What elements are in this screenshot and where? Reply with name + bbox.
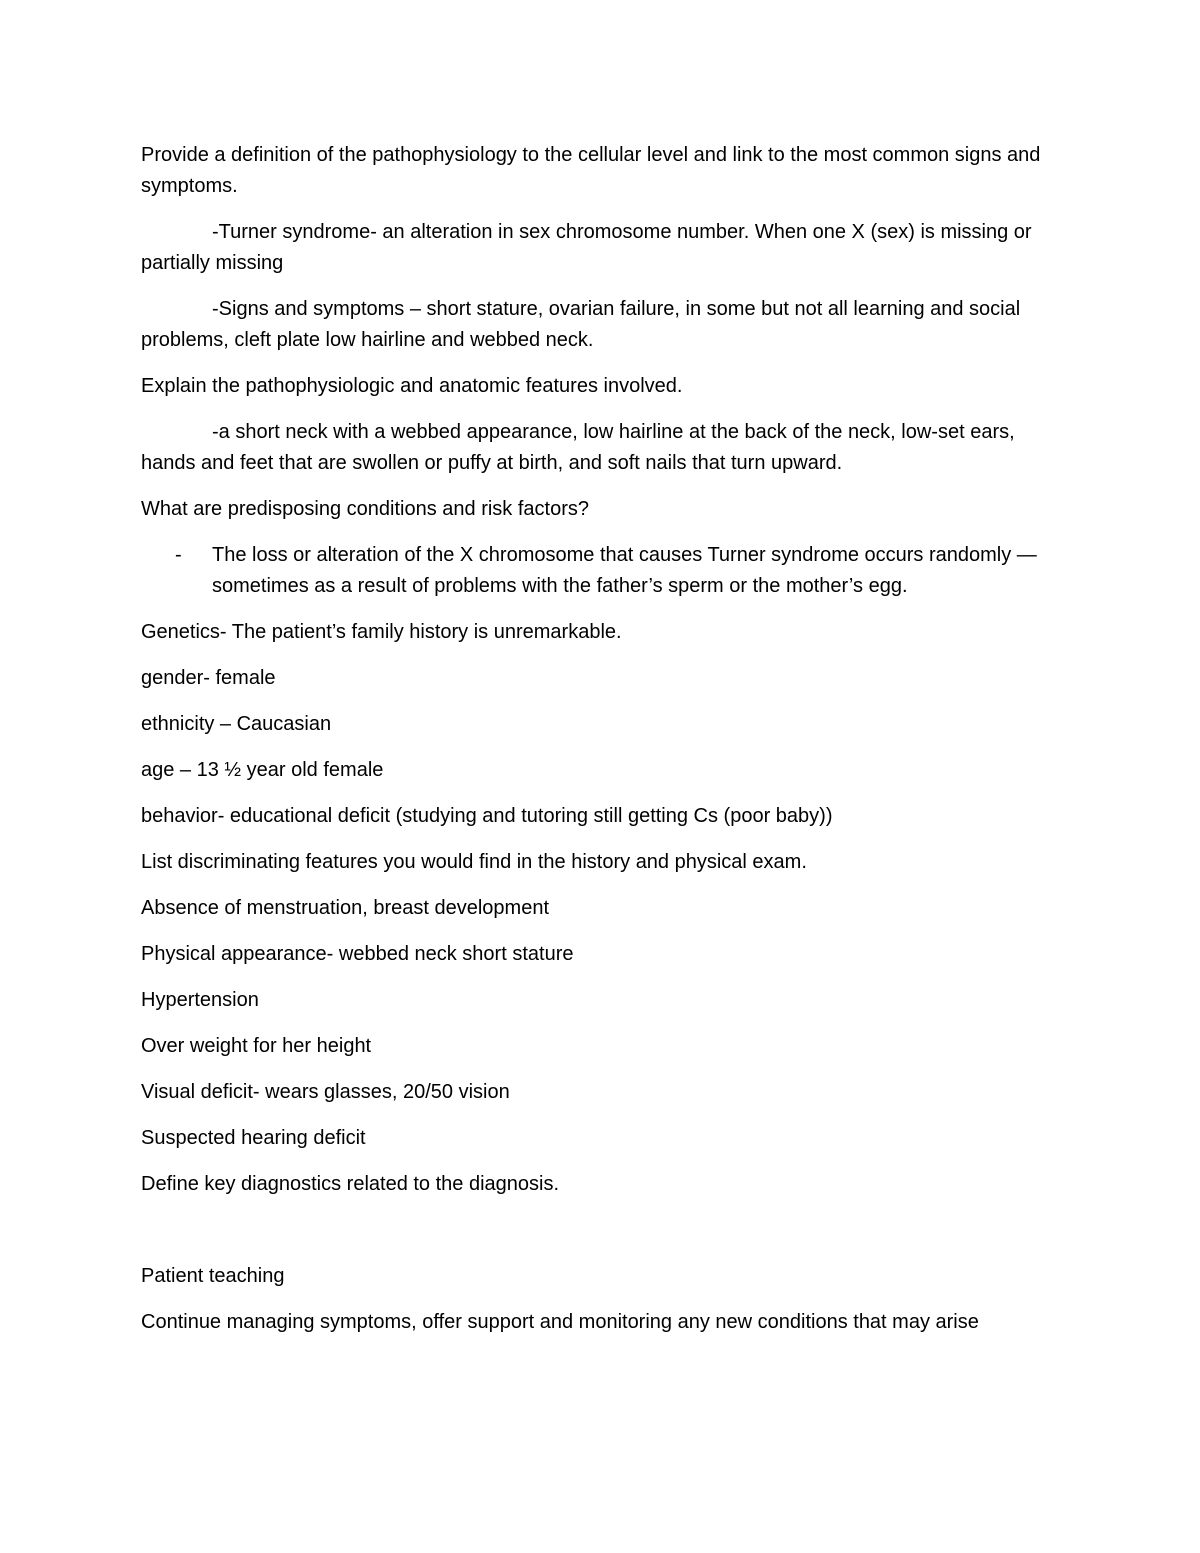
list-item bbox=[141, 540, 1061, 602]
question-risk-factors: What are predisposing conditions and risk factors? bbox=[141, 498, 590, 520]
question-pathophysiology-definition: Provide a definition of the pathophysiology to the cellular level and link to the most common signs and symptoms. bbox=[141, 144, 1041, 197]
risk-age: age – 13 ½ year old female bbox=[141, 759, 384, 781]
section-heading-patient-teaching: Patient teaching bbox=[141, 1265, 285, 1287]
feature-appearance: Physical appearance- webbed neck short stature bbox=[141, 943, 574, 965]
answer-anatomic-features: -a short neck with a webbed appearance, low hairline at the back of the neck, low-set ears, hands and feet that are swollen or puffy at birth, and soft nails that turn upward. bbox=[141, 421, 1015, 474]
risk-behavior: behavior- educational deficit (studying and tutoring still getting Cs (poor baby)) bbox=[141, 805, 833, 827]
risk-ethnicity: ethnicity – Caucasian bbox=[141, 713, 332, 735]
question-discriminating-features: List discriminating features you would find in the history and physical exam. bbox=[141, 851, 807, 873]
document-body bbox=[141, 140, 1061, 1353]
answer-turner-definition: -Turner syndrome- an alteration in sex chromosome number. When one X (sex) is missing or partially missing bbox=[141, 221, 1032, 274]
blank-line bbox=[141, 1215, 1061, 1261]
feature-weight: Over weight for her height bbox=[141, 1035, 372, 1057]
patient-teaching-text: Continue managing symptoms, offer support and monitoring any new conditions that may arise bbox=[141, 1311, 979, 1333]
answer-risk-factors: The loss or alteration of the X chromosome that causes Turner syndrome occurs randomly — sometimes as a result of problems with the father’s sperm or the mother’s egg. bbox=[212, 544, 1037, 597]
feature-hearing: Suspected hearing deficit bbox=[141, 1127, 366, 1149]
answer-signs-symptoms: -Signs and symptoms – short stature, ovarian failure, in some but not all learning and social problems, cleft plate low hairline and webbed neck. bbox=[141, 298, 1021, 351]
feature-vision: Visual deficit- wears glasses, 20/50 vision bbox=[141, 1081, 510, 1103]
bullet-marker: - bbox=[175, 544, 182, 566]
risk-genetics: Genetics- The patient’s family history is unremarkable. bbox=[141, 621, 622, 643]
feature-hypertension: Hypertension bbox=[141, 989, 259, 1011]
question-key-diagnostics: Define key diagnostics related to the diagnosis. bbox=[141, 1173, 560, 1195]
feature-menstruation: Absence of menstruation, breast development bbox=[141, 897, 550, 919]
question-anatomic-features: Explain the pathophysiologic and anatomic features involved. bbox=[141, 375, 683, 397]
risk-gender: gender- female bbox=[141, 667, 276, 689]
